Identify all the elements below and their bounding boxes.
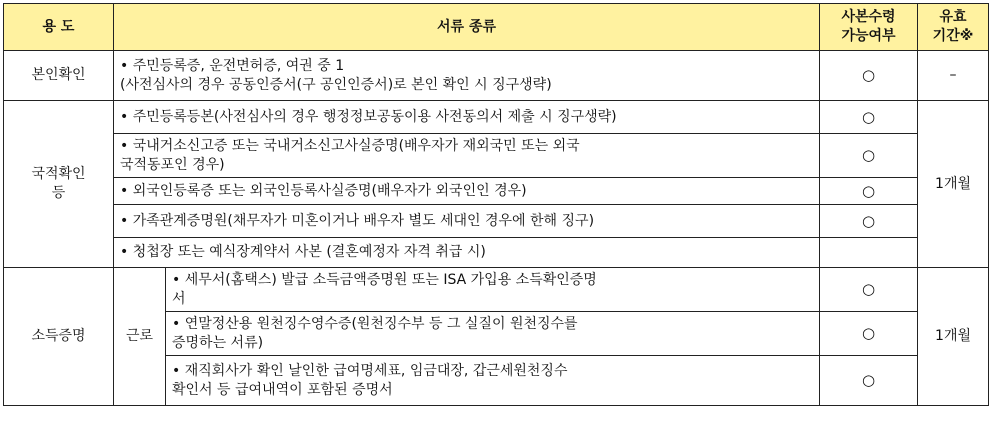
header-purpose: 용 도 — [4, 4, 114, 51]
doc-text-cell: • 외국인등록증 또는 외국인등록사실증명(배우자가 외국인인 경우) — [114, 178, 820, 205]
copy-cell: ○ — [820, 205, 918, 238]
validity-cell: 1개월 — [918, 268, 989, 406]
purpose-cell: 소득증명 — [4, 268, 114, 406]
copy-cell: ○ — [820, 268, 918, 312]
table-row — [4, 178, 989, 205]
validity-cell: 1개월 — [918, 101, 989, 268]
doc-text-cell: • 주민등록등본(사전심사의 경우 행정정보공동이용 사전동의서 제출 시 징구생략) — [114, 101, 820, 134]
header-validity: 유효 기간※ — [918, 4, 989, 51]
copy-cell: ○ — [820, 134, 918, 178]
table-row — [4, 268, 989, 312]
copy-cell: ○ — [820, 356, 918, 406]
copy-cell: ○ — [820, 51, 918, 101]
table-row — [4, 238, 989, 268]
copy-cell: ○ — [820, 101, 918, 134]
header-doc-type: 서류 종류 — [114, 4, 820, 51]
sub-purpose-cell: 근로 — [114, 268, 166, 406]
copy-cell: ○ — [820, 312, 918, 356]
doc-text-cell: • 국내거소신고증 또는 국내거소신고사실증명(배우자가 재외국민 또는 외국 국적동포인 경우) — [114, 134, 820, 178]
table-row — [4, 134, 989, 178]
doc-text-cell: • 가족관계증명원(채무자가 미혼이거나 배우자 별도 세대인 경우에 한해 징구) — [114, 205, 820, 238]
table-row — [4, 101, 989, 134]
document-table — [3, 3, 989, 406]
doc-text-cell: • 주민등록증, 운전면허증, 여권 중 1 (사전심사의 경우 공동인증서(구 공인인증서)로 본인 확인 시 징구생략) — [114, 51, 820, 101]
copy-cell — [820, 238, 918, 268]
copy-cell: ○ — [820, 178, 918, 205]
purpose-cell: 본인확인 — [4, 51, 114, 101]
validity-cell: – — [918, 51, 989, 101]
doc-text-cell: • 청첩장 또는 예식장계약서 사본 (결혼예정자 자격 취급 시) — [114, 238, 820, 268]
table-row — [4, 51, 989, 101]
doc-text-cell: • 재직회사가 확인 날인한 급여명세표, 임금대장, 갑근세원천징수 확인서 등 급여내역이 포함된 증명서 — [166, 356, 820, 406]
purpose-cell: 국적확인 등 — [4, 101, 114, 268]
header-row — [4, 4, 989, 51]
table-row — [4, 205, 989, 238]
doc-text-cell: • 세무서(홈택스) 발급 소득금액증명원 또는 ISA 가입용 소득확인증명 서 — [166, 268, 820, 312]
header-copy-ok: 사본수령 가능여부 — [820, 4, 918, 51]
doc-text-cell: • 연말정산용 원천징수영수증(원천징수부 등 그 실질이 원천징수를 증명하는 서류) — [166, 312, 820, 356]
